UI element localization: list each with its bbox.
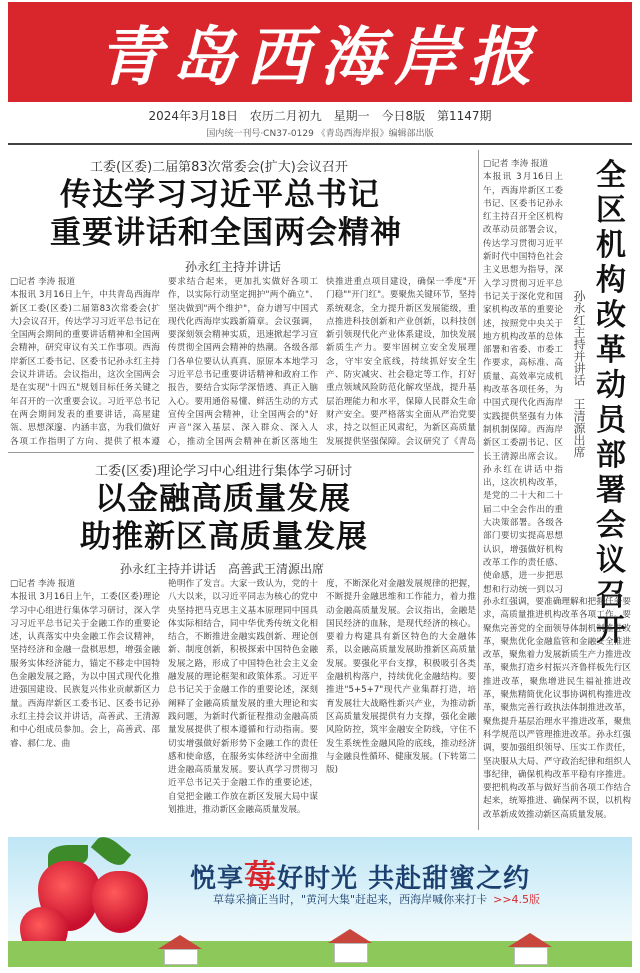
- banner-subtitle: [213, 891, 540, 907]
- banner-page-link[interactable]: >>4.5版: [493, 893, 541, 906]
- article2-headline-line2[interactable]: 助推新区高质量发展: [80, 519, 368, 555]
- promo-banner[interactable]: [8, 837, 632, 967]
- lunar-date: 农历二月初九: [249, 109, 322, 123]
- top-rule: [8, 143, 632, 145]
- article1-column-1: [10, 276, 160, 446]
- house-decoration: [164, 949, 198, 965]
- article3-column-a: [483, 158, 563, 594]
- article3-column-b: [483, 596, 631, 832]
- weekday: 星期一: [333, 109, 370, 123]
- article1-text-3: 快推进重点项目建设，确保一季度"开门稳""开门红"。要聚焦关键环节，坚持系统观念，全力提升新区发展能级，重点推进科技创新和产业创新，以科技创新引领现代化产业体系建设，加快发展新质生产力。要牢固树立安全发展理念，守牢安全底线，持续抓好安全生产、防灾减灾、社会稳定等工作，打好重点领域风险防范化解攻坚战，提升基层治理能力和水平，保障人民群众生命财产安全。要严格落实全面从严治党要求，持之以恒正风肃纪，为新区高质量发展提供坚强保障。会议研究了《青岛: [326, 277, 476, 446]
- roof-decoration: [328, 929, 372, 943]
- article1-column-3: [326, 276, 476, 446]
- masthead-title: 青岛西海岸报: [98, 20, 542, 95]
- article3-text-a: 本报讯 3月16日上午，西海岸新区工委书记、区委书记孙永红主持召开全区机构改革动员部署会议，传达学习贯彻习近平新时代中国特色社会主义思想为指导，深入学习贯彻习近平总书记关于深化党和国家机构改革的重要论述，按照党中央关于地方机构改革的总体部署和省委、市委工作要求，高标准、高质量、高效率完成机构改革各项任务，为中国式现代化西海岸实践提供坚强有力体制机制保障。西海岸新区工委副书记、区长王清源出席会议。孙永红在讲话中指出，这次机构改革，是党的二十大和二十届二中全会作出的重大决策部署。各级各部门要切实提高思想认识，增强做好机构改革工作的责任感、使命感，进一步把思想和行动统一到以习: [483, 172, 563, 595]
- roof-decoration: [158, 935, 202, 949]
- banner-title-a: 悦享: [190, 864, 245, 894]
- article1-column-2: 要求结合起来，更加扎实做好各项工作，以实际行动坚定拥护"两个确立"、坚决做到"两个维护"，奋力谱写中国式现代化西海岸实践新篇章。会议强调，要深刻领会精神实质，迅速掀起学习宣传贯彻全国两会精神的热潮。各级各部门各单位要认认真真、原原本本地学习习近平总书记重要讲话精神和政府工作报告，要结合实际学深悟透、真正入脑入心。要用通俗易懂、鲜活生动的方式宣传全国两会精神，让全国两会的"好声音"深入基层、深入群众、深入人心，推动全国两会精神在新区落地生: [168, 277, 318, 446]
- banner-subtitle-text: 草莓采摘正当时，"黄河大集"赶起来，西海岸喊你来打卡: [213, 893, 488, 906]
- strawberry-icon: [92, 871, 148, 933]
- page-count: 今日8版: [381, 109, 426, 123]
- publisher: 《青岛西海岸报》编辑部出版: [316, 129, 434, 139]
- article1-reporter: □记者 李涛 报道: [10, 277, 76, 287]
- article2-column-2: 艳明作了发言。大家一致认为，党的十八大以来，以习近平同志为核心的党中央坚持把马克思主义基本原理同中国具体实际相结合，同中华优秀传统文化相结合，不断推进金融实践创新、理论创新、制度创新，积极探索中国特色金融发展之路，形成了中国特色社会主义金融发展的理论框架和政策体系。习近平总书记关于金融工作的重要论述，深刻阐释了金融高质量发展的重大理论和实践问题，为新时代新征程推动金融高质量发展提供了根本遵循和行动指南。要切实增强做好新形势下金融工作的责任感和使命感，在服务实体经济中全面推进金融高质量发展。要认真学习贯彻习近平总书记关于金融工作的重要论述，自觉把金融工作放在新区发展大局中谋划推进，推动新区金融高质量发展。: [168, 579, 318, 816]
- article2-text-1: 本报讯 3月16日上午，工委(区委)理论学习中心组进行集体学习研讨，深入学习习近平总书记关于金融工作的重要论述，认真落实中央金融工作会议精神，坚持经济和金融一盘棋思想，增强金融服务实体经济能力，锚定不移走中国特色金融发展之路，为以中国式现代化推进强国建设、民族复兴伟业贡献新区力量。西海岸新区工委书记、区委书记孙永红主持会议并讲话，高善武、王清源和中心组成员参加。会上，高善武、邵睿、郝仁龙、曲: [10, 592, 160, 749]
- article1-body: [10, 276, 476, 446]
- article1-byline: 孙永红主持并讲话: [185, 260, 282, 274]
- article3-text-b: 孙永红强调，要准确理解和把握任务要求，高质量推进机构改革各项工作。要聚焦完善党的全面领导体制机制推进改革，聚焦优化金融监管和金融安全推进改革，聚焦着力发展新质生产力推进改革，聚焦打造乡村振兴齐鲁样板先行区推进改革，聚焦增进民生福祉推进改革，聚焦精简优化议事协调机构推进改革，聚焦完善行政执法体制推进改革，聚焦提升基层治理水平推进改革，聚焦科学规范以严管理推进改革。孙永红强调，要加强组织领导、压实工作责任，坚决服从大局、严守政治纪律和组织人事纪律，确保机构改革平稳有序推进。要把机构改革与做好当前各项工作结合起来，统筹推进、确保两不误，以机构改革新成效推动新区高质量发展。: [483, 597, 631, 820]
- article3-reporter: □记者 李涛 报道: [483, 159, 549, 169]
- issue-date: 2024年3月18日: [148, 109, 238, 123]
- article2-column-1: [10, 578, 160, 830]
- article2-kicker: 工委(区委)理论学习中心组进行集体学习研讨: [95, 464, 353, 479]
- article3-byline: 孙永红主持并讲话 王清源出席: [572, 290, 586, 458]
- publication-info: [0, 126, 640, 139]
- article1-headline-line2[interactable]: 重要讲话和全国两会精神: [50, 215, 402, 251]
- article2-body: [10, 578, 476, 830]
- article1-headline-line1[interactable]: 传达学习习近平总书记: [60, 177, 380, 213]
- column-divider: [478, 150, 479, 830]
- article1-text-1: 本报讯 3月16日上午，中共青岛西海岸新区工委(区委)二届第83次常委会(扩大)会议召开，传达学习习近平总书记在全国两会期间的重要讲话精神和全国两会精神，研究审议有关工作事项。西海岸新区工委书记、区委书记孙永红主持会议并讲话。会议指出，这次全国两会是在实现"十四五"规划目标任务关键之年召开的一次重要会议。习近平总书记在两会期间发表的重要讲话，高屋建瓴、思想深邃、内涵丰富，为我们做好各项工作指明了方向、提供了根本遵: [10, 290, 160, 446]
- banner-title-b: 好时光 共赴甜蜜之约: [277, 864, 531, 894]
- article2-headline-line1[interactable]: 以金融高质量发展: [95, 481, 351, 517]
- house-decoration: [514, 947, 548, 965]
- article2-reporter: □记者 李涛 报道: [10, 579, 76, 589]
- article2-column-3: 度，不断深化对金融发展规律的把握，不断提升金融思维和工作能力，着力推动金融高质量发展。会议指出，金融是国民经济的血脉，是现代经济的核心。要着力构建具有新区特色的大金融体系，以金融高质量发展助推新区高质量发展。要强化平台支撑，积极吸引各类金融机构落户，持续优化金融结构。要推进"5+5+7"现代产业集群打造，培育发展壮大战略性新兴产业，为推动新区高质量发展提供有力支撑，强化金融风险防控，筑牢金融安全防线，守住不发生系统性金融风险的底线，推动经济与金融良性循环、健康发展。(下转第二版): [326, 579, 476, 776]
- serial-number: 国内统一刊号·CN37-0129: [206, 129, 314, 139]
- article3-headline[interactable]: 全区机构改革动员部署会议召开: [596, 158, 626, 648]
- leaf-icon: [91, 837, 131, 870]
- house-decoration: [334, 943, 368, 963]
- dateline: [0, 107, 640, 124]
- article1-kicker: 工委(区委)二届第83次常委会(扩大)会议召开: [90, 160, 348, 175]
- masthead: [8, 2, 632, 102]
- article2-byline: 孙永红主持并讲话 高善武王清源出席: [120, 562, 325, 576]
- issue-number: 第1147期: [436, 109, 492, 123]
- article1-divider: [8, 452, 474, 453]
- banner-title-highlight: 莓: [244, 857, 278, 895]
- roof-decoration: [508, 933, 552, 947]
